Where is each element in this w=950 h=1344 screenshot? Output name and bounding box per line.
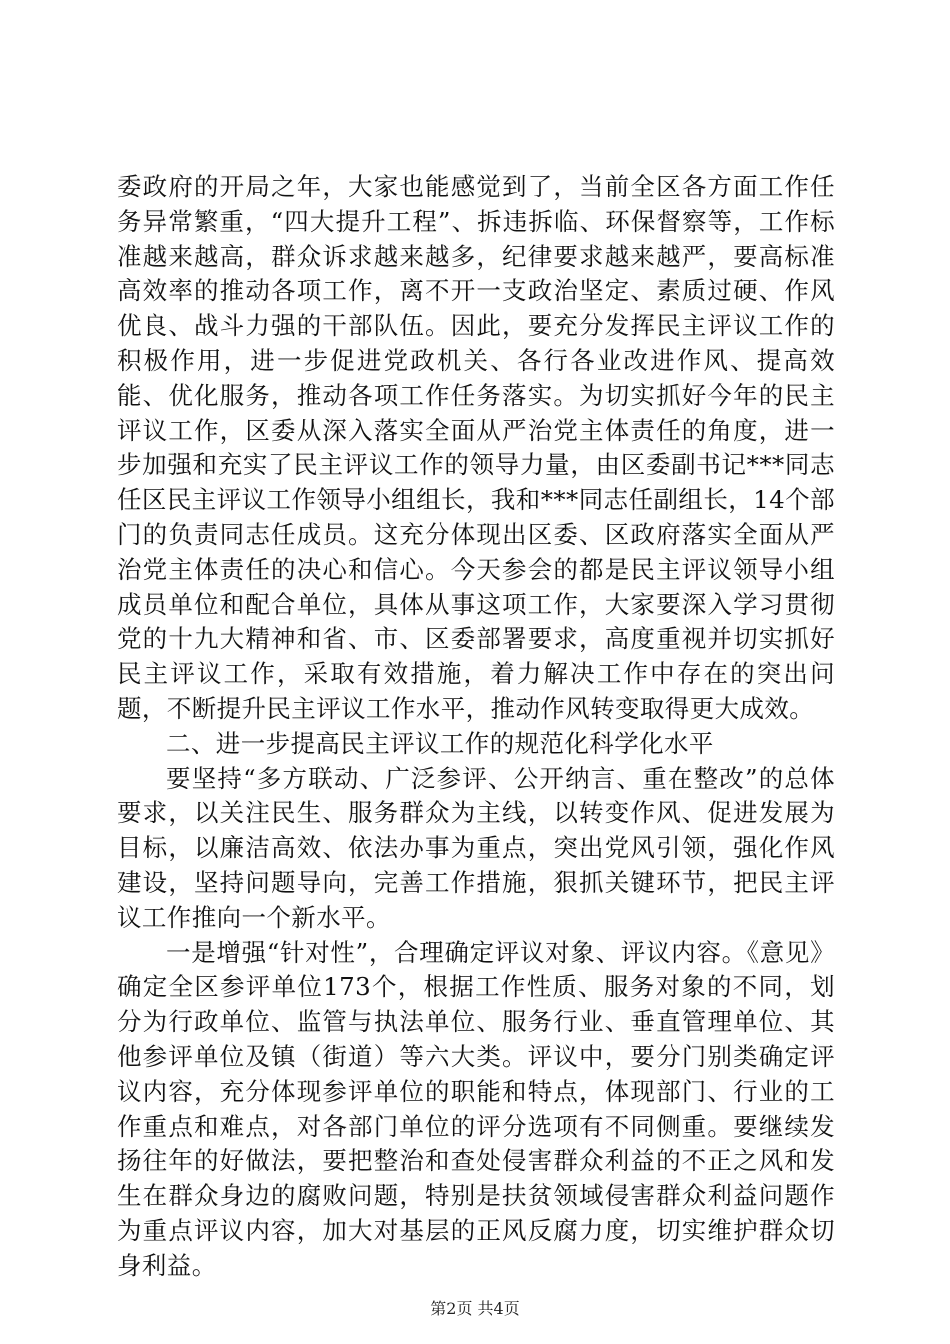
paragraph-requirements: 要坚持“多方联动、广泛参评、公开纳言、重在整改”的总体要求，以关注民生、服务群众为主线，以转变作风、促进发展为目标，以廉洁高效、依法办事为重点，突出党风引领，强化作风建设，坚持问题导向，完善工作措施，狠抓关键环节，把民主评议工作推向一个新水平。 bbox=[117, 763, 835, 932]
section-heading: 二、进一步提高民主评议工作的规范化科学化水平 bbox=[166, 728, 714, 758]
paragraph-continuation: 委政府的开局之年，大家也能感觉到了，当前全区各方面工作任务异常繁重，“四大提升工程”、拆违拆临、环保督察等，工作标准越来越高，群众诉求越来越多，纪律要求越来越严，要高标准高效率的推动各项工作，离不开一支政治坚定、素质过硬、作风优良、战斗力强的干部队伍。因此，要充分发挥民主评议工作的积极作用，进一步促进党政机关、各行各业改进作风、提高效能、优化服务，推动各项工作任务落实。为切实抓好今年的民主评议工作，区委从深入落实全面从严治党主体责任的角度，进一步加强和充实了民主评议工作的领导力量，由区委副书记***同志任区民主评议工作领导小组组长，我和***同志任副组长，14个部门的负责同志任成员。这充分体现出区委、区政府落实全面从严治党主体责任的决心和信心。今天参会的都是民主评议领导小组成员单位和配合单位，具体从事这项工作，大家要深入学习贯彻党的十九大精神和省、市、区委部署要求，高度重视并切实抓好民主评议工作，采取有效措施，着力解决工作中存在的突出问题，不断提升民主评议工作水平，推动作风转变取得更大成效。 bbox=[117, 172, 835, 723]
document-body bbox=[117, 170, 835, 1284]
paragraph-first-point: 一是增强“针对性”，合理确定评议对象、评议内容。《意见》确定全区参评单位173个，根据工作性质、服务对象的不同，划分为行政单位、监管与执法单位、服务行业、垂直管理单位、其他参评单位及镇（街道）等六大类。评议中，要分门别类确定评议内容，充分体现参评单位的职能和特点，体现部门、行业的工作重点和难点，对各部门单位的评分选项有不同侧重。要继续发扬往年的好做法，要把整治和查处侵害群众利益的不正之风和发生在群众身边的腐败问题，特别是扶贫领域侵害群众利益问题作为重点评议内容，加大对基层的正风反腐力度，切实维护群众切身利益。 bbox=[117, 937, 835, 1280]
page-number-footer: 第2页 共4页 bbox=[430, 1299, 520, 1318]
